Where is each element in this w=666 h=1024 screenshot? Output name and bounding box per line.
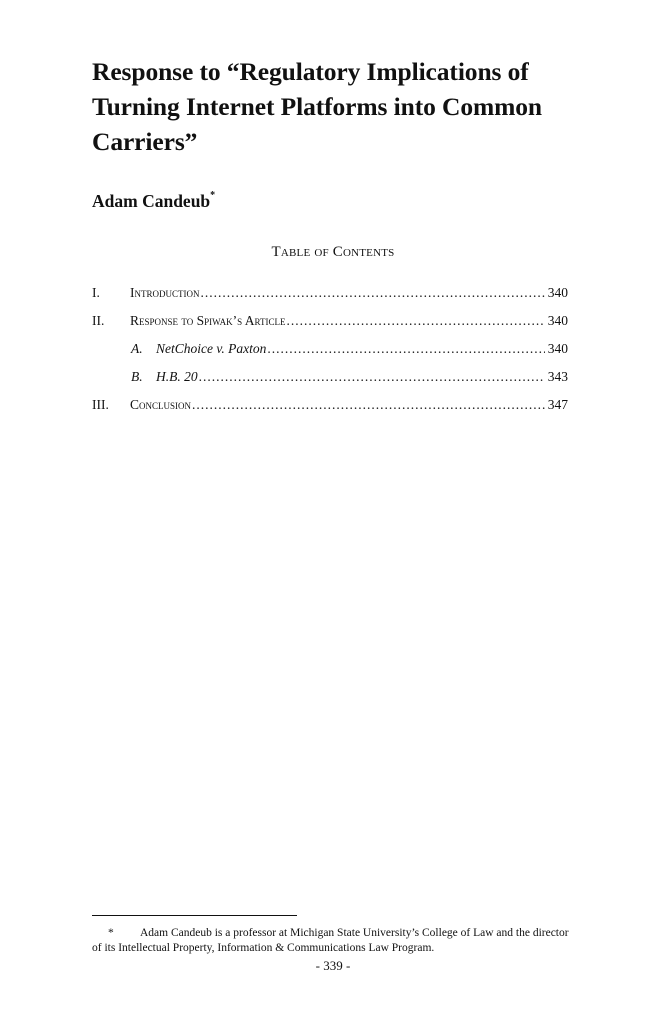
toc-entry-number: III.	[92, 397, 109, 412]
toc-leader-dots	[286, 312, 544, 330]
author-footnote-mark[interactable]: *	[210, 190, 216, 202]
toc-entry-conclusion[interactable]	[92, 396, 568, 414]
toc-entry-number: B.	[131, 369, 143, 384]
toc-heading: Table of Contents	[271, 244, 395, 260]
toc-entry-page: 340	[547, 285, 568, 300]
toc-entry-label: Response to Spiwak’s Article	[130, 313, 286, 328]
toc-entry-page: 343	[547, 369, 568, 384]
toc-entry-page: 347	[547, 397, 568, 412]
footnote-mark: *	[108, 927, 114, 939]
toc-entry-page: 340	[547, 341, 568, 356]
toc-entry-number: I.	[92, 285, 100, 300]
toc-entry-number: A.	[131, 341, 143, 356]
article-title: Response to “Regulatory Implications of Turning Internet Platforms into Common Carriers”	[92, 57, 543, 156]
toc-entry-label: Introduction	[130, 285, 200, 300]
footnote-separator	[92, 915, 297, 916]
page-number: - 339 -	[315, 958, 351, 973]
toc-entry-response[interactable]	[92, 312, 568, 330]
toc-entry-label: H.B. 20	[156, 369, 198, 384]
footnote	[92, 926, 578, 956]
toc-entry-introduction[interactable]	[92, 284, 568, 302]
toc-entry-label: NetChoice v. Paxton	[156, 341, 267, 356]
toc-leader-dots	[192, 396, 545, 414]
toc-leader-dots	[199, 368, 545, 386]
footnote-text: Adam Candeub is a professor at Michigan State University’s College of Law and the director of its Intellectual Property, Information & Communications Law Program.	[92, 927, 569, 954]
toc-entry-netchoice[interactable]	[92, 340, 568, 358]
toc-leader-dots	[267, 340, 544, 358]
author-name: Adam Candeub	[92, 191, 211, 211]
author-line	[92, 191, 215, 212]
toc-entry-page: 340	[547, 313, 568, 328]
toc-leader-dots	[201, 284, 545, 302]
toc-entry-hb20[interactable]	[92, 368, 568, 386]
toc-entry-label: Conclusion	[130, 397, 192, 412]
toc-entry-number: II.	[92, 313, 105, 328]
